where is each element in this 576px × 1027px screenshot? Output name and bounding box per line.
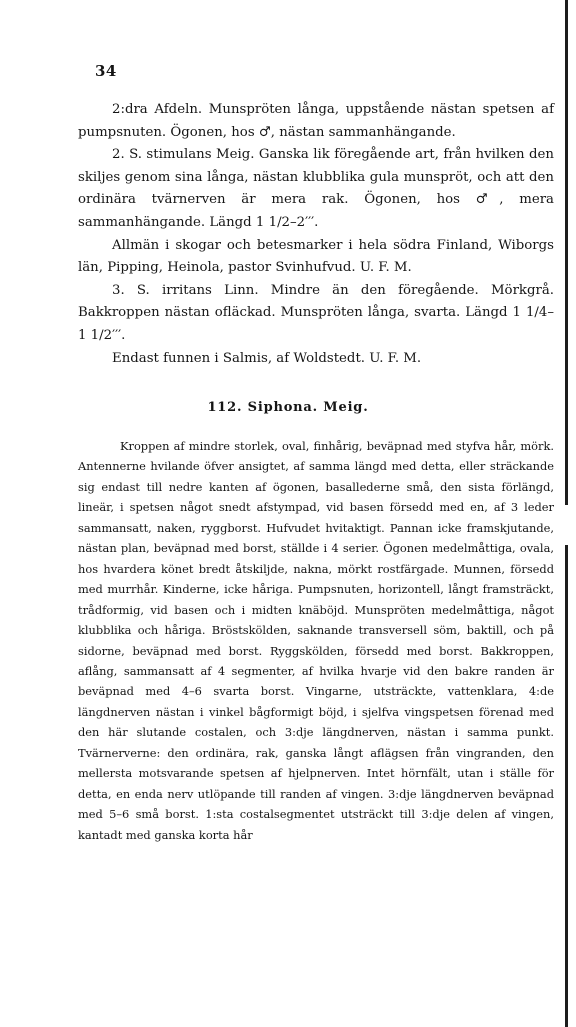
distribution-paragraph: Allmän i skogar och betesmarker i hela södra Finland, Wiborgs län, Pipping, Heinola, pastor Svinhufvud. U. F. M. xyxy=(78,237,554,276)
locality-paragraph: Endast funnen i Salmis, af Woldstedt. U. F. M. xyxy=(112,350,422,366)
species-irritans-paragraph: 3. S. irritans Linn. Mindre än den föregående. Mörkgrå. Bakkroppen nästan ofläckad. Munspröten långa, svarta. Längd 1 1/4–1 1/2′′′. xyxy=(78,282,554,343)
division-intro-paragraph: 2:dra Afdeln. Munspröten långa, uppstående nästan spetsen af pumpsnuten. Ögonen, hos ♂, nästan sammanhängande. xyxy=(78,102,554,140)
page-number: 34 xyxy=(95,62,117,80)
upper-text-section xyxy=(78,99,554,370)
genus-description-section xyxy=(78,436,554,845)
genus-heading: 112. Siphona. Meig. xyxy=(207,400,369,415)
page-edge-gap xyxy=(565,505,568,545)
genus-description-paragraph: Kroppen af mindre storlek, oval, finhårig, beväpnad med styfva hår, mörk. Antennerne hvilande öfver ansigtet, af samma längd med detta, eller sträckande sig endast till nedre kanten af ögonen, basallederne små, den sista förlängd, lineär, i spetsen något snedt afstympad, vid basen försedd med en, af 3 leder sammansatt, naken, ryggborst. Hufvudet hvitaktigt. Pannan icke framskjutande, nästan plan, beväpnad med borst, ställde i 4 serier. Ögonen medelmåttiga, ovala, hos hvardera könet bredt åtskiljde, nakna, mörkt rostfärgade. Munnen, försedd med murrhår. Kinderne, icke håriga. Pumpsnuten, horizontell, långt framsträckt, trådformig, vid basen och i midten knäböjd. Munspröten medelmåttiga, något klubblika och håriga. Bröstskölden, saknande transversell söm, baktill, och på sidorne, beväpnad med borst. Ryggskölden, försedd med borst. Bakkroppen, aflång, sammansatt af 4 segmenter, af hvilka hvarje vid den bakre randen är beväpnad med 4–6 svarta borst. Vingarne, utsträckte, vattenklara, 4:de längdnerven nästan i vinkel bågformigt böjd, i sjelfva vingspetsen förenad med den här slutande costalen, och 3:dje längdnerven, nästan i samma punkt. Tvärnerverne: den ordinära, rak, ganska långt aflägsen från vingranden, den mellersta motsvarande spetsen af hjelpnerven. Intet hörnfält, utan i ställe för detta, en enda nerv utlöpande till randen af vingen. 3:dje längdnerven beväpnad med 5–6 små borst. 1:sta costalsegmentet utsträckt till 3:dje delen af vingen, kantadt med ganska korta hår xyxy=(78,439,554,842)
species-stimulans-paragraph: 2. S. stimulans Meig. Ganska lik föregående art, från hvilken den skiljes genom sina långa, nästan klubblika gula munspröt, och att den ordinära tvärnerven är mera rak. Ögonen, hos ♂, mera sammanhängande. Längd 1 1/2–2′′′. xyxy=(78,147,554,230)
